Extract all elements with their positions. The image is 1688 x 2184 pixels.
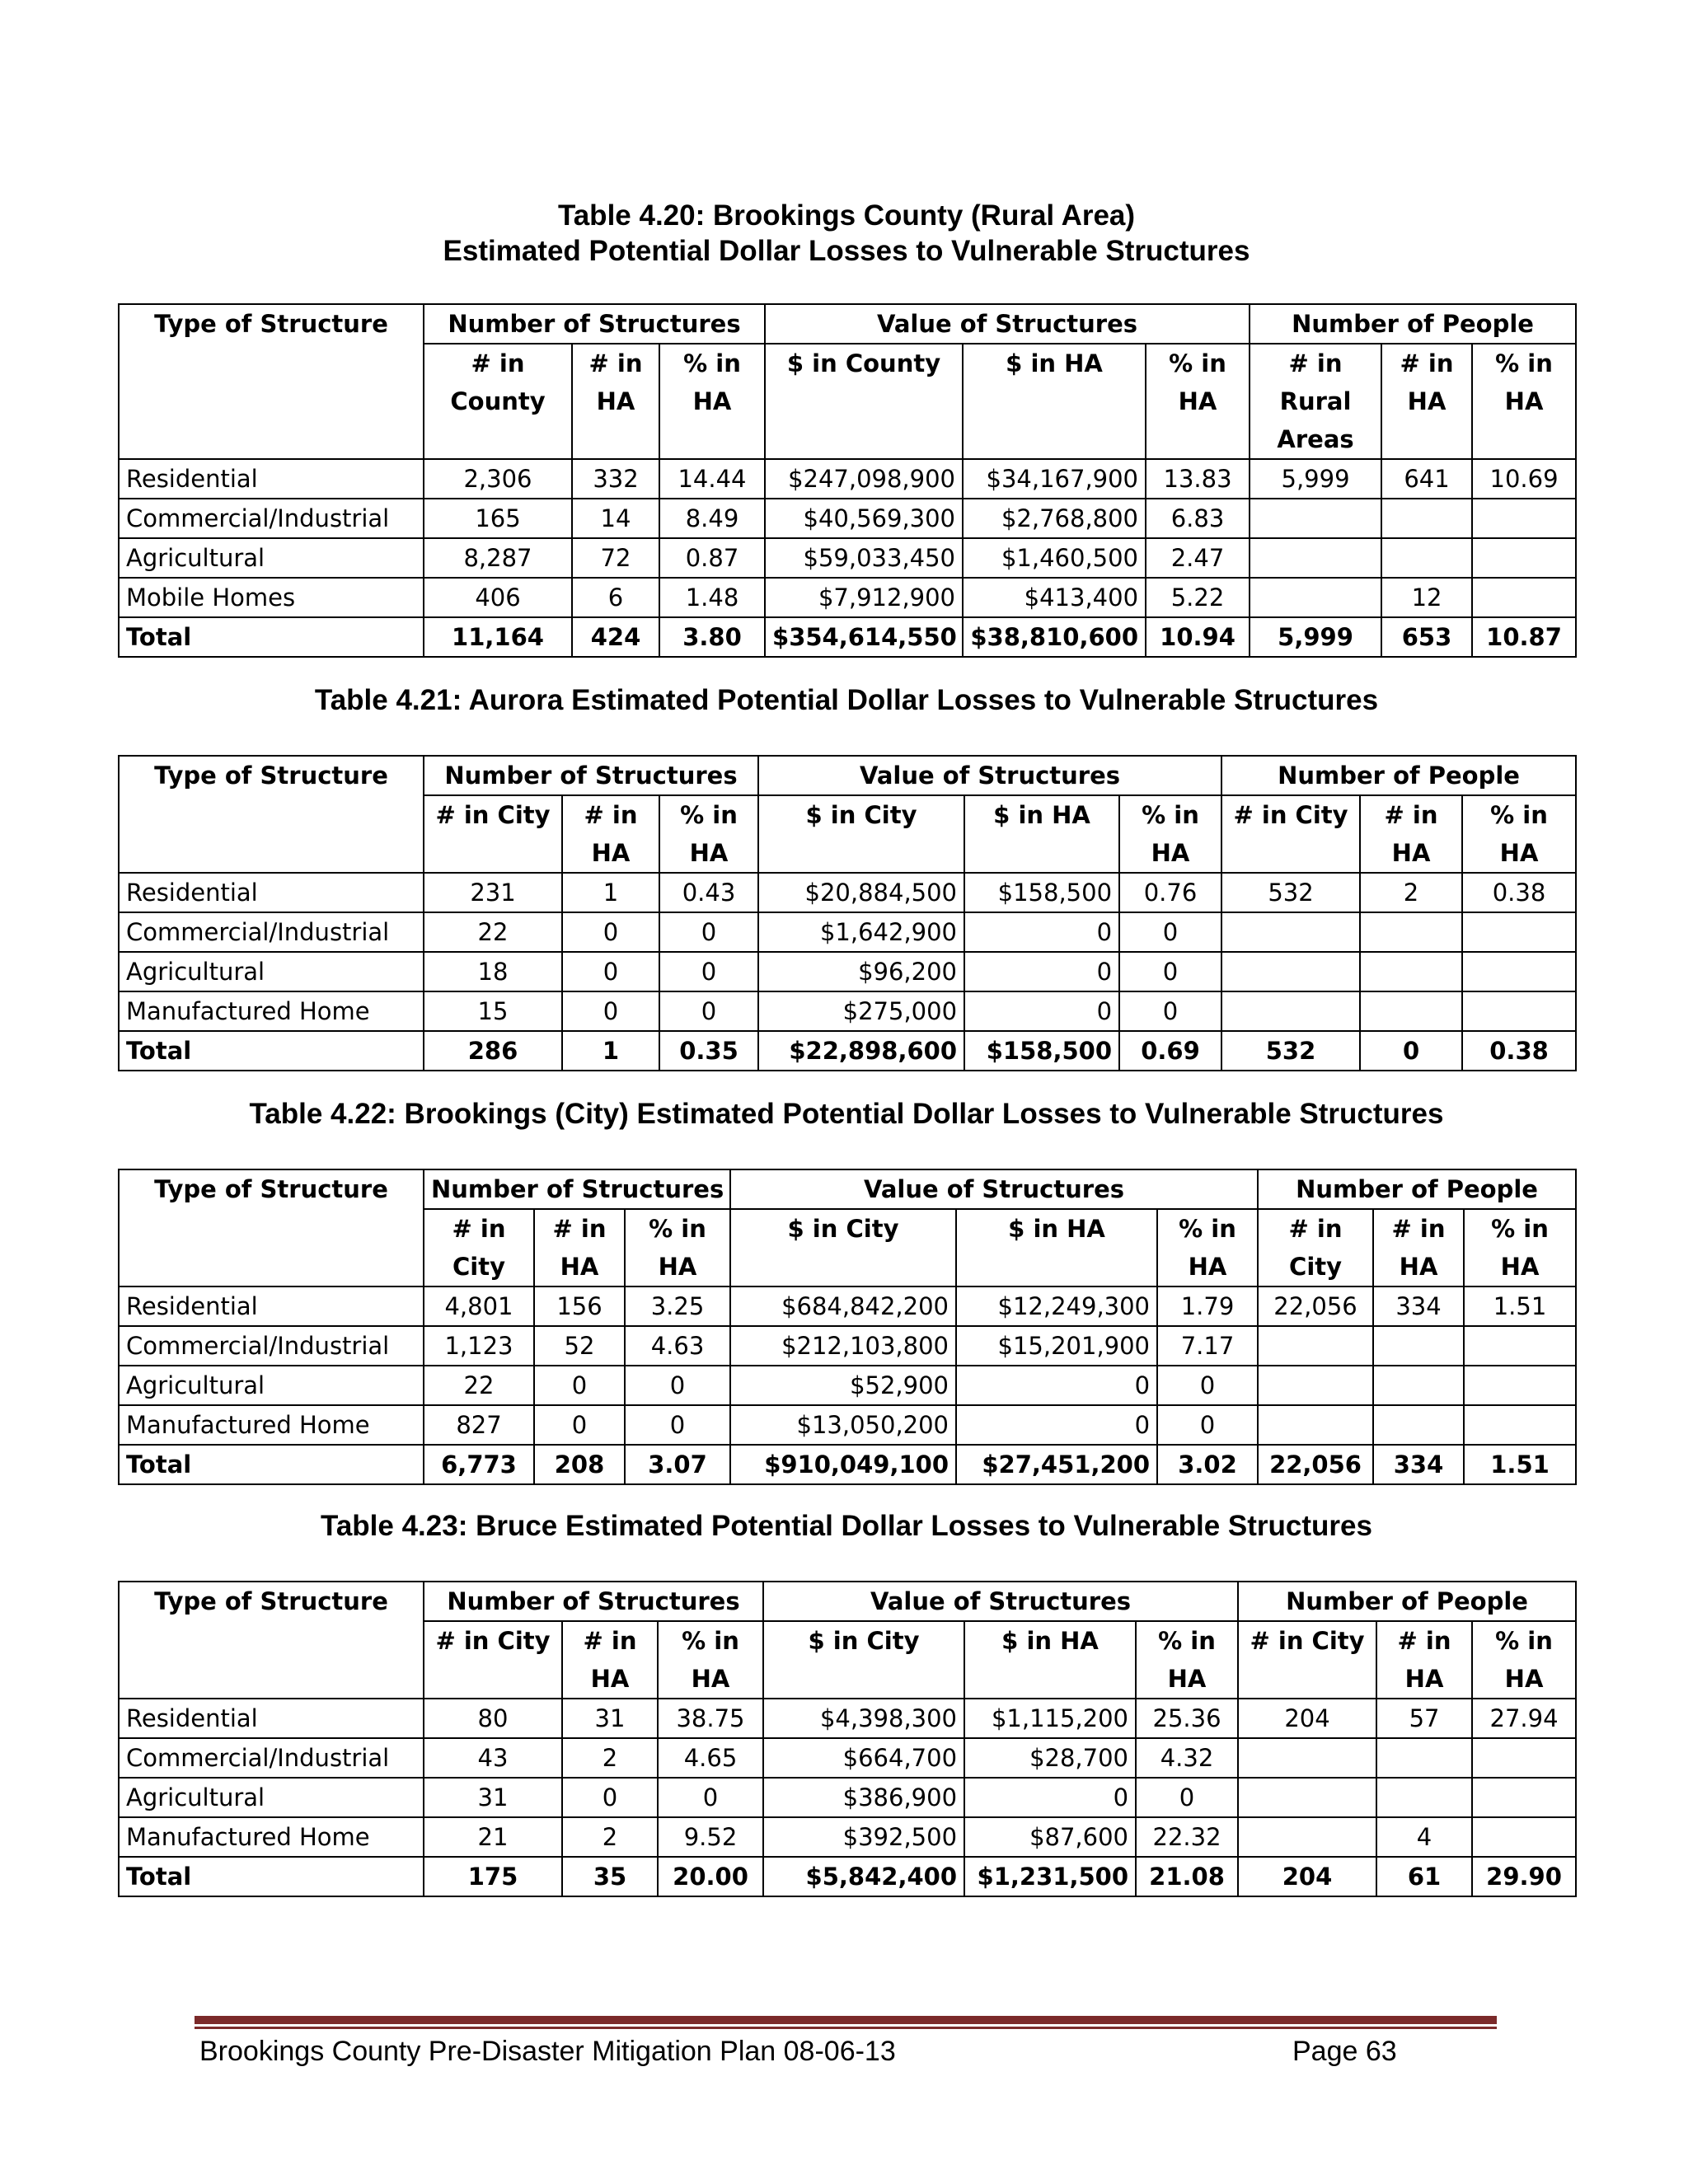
table-cell: 10.69 [1472, 459, 1576, 499]
group-header-value: Value of Structures [765, 304, 1250, 344]
table-cell: 0 [1119, 912, 1221, 952]
table-cell: $413,400 [963, 578, 1146, 617]
table-cell: 0 [659, 912, 758, 952]
column-header: $ in HA [956, 1209, 1157, 1286]
table-cell: 0 [562, 991, 659, 1031]
total-cell: 653 [1381, 617, 1472, 657]
table-cell: 52 [534, 1326, 625, 1366]
table-cell: 2,306 [424, 459, 572, 499]
table-row [119, 873, 1576, 912]
table-row [119, 538, 1576, 578]
table-cell [1462, 952, 1576, 991]
table-cell: 4 [1376, 1817, 1472, 1857]
table-row-total [119, 617, 1576, 657]
table-4-23-block [118, 1508, 1575, 1891]
header-row-groups [119, 304, 1576, 344]
table-cell: 2 [562, 1738, 658, 1778]
table-cell: 0 [1157, 1405, 1258, 1445]
column-header: # in County [424, 344, 572, 459]
table-cell: 0 [964, 952, 1119, 991]
column-header-type: Type of Structure [119, 756, 424, 873]
total-cell: 22,056 [1258, 1445, 1373, 1484]
column-header: % in HA [659, 795, 758, 873]
table-cell: 8.49 [659, 499, 765, 538]
total-cell: $38,810,600 [963, 617, 1146, 657]
table-cell: $1,642,900 [758, 912, 964, 952]
column-header: # in City [1258, 1209, 1373, 1286]
column-header: % in HA [625, 1209, 730, 1286]
group-header-structures: Number of Structures [424, 1582, 763, 1621]
column-header: # in HA [572, 344, 659, 459]
table-row-total [119, 1031, 1576, 1071]
table-cell: $34,167,900 [963, 459, 1146, 499]
table-cell: $664,700 [763, 1738, 964, 1778]
table-cell: 156 [534, 1286, 625, 1326]
total-cell: $1,231,500 [964, 1857, 1136, 1896]
total-cell: 20.00 [658, 1857, 763, 1896]
table-cell: 0 [964, 912, 1119, 952]
footer-rule [195, 2016, 1497, 2024]
table-cell [1360, 912, 1462, 952]
table-cell: 231 [424, 873, 562, 912]
column-header: % in HA [1146, 344, 1250, 459]
total-cell: 10.94 [1146, 617, 1250, 657]
row-label: Manufactured Home [119, 1817, 424, 1857]
column-header-type: Type of Structure [119, 304, 424, 459]
total-cell: 0.35 [659, 1031, 758, 1071]
row-label: Manufactured Home [119, 1405, 424, 1445]
row-label: Manufactured Home [119, 991, 424, 1031]
column-header: $ in City [758, 795, 964, 873]
total-cell: $5,842,400 [763, 1857, 964, 1896]
footer-rule-thin [195, 2027, 1497, 2029]
table-row-total [119, 1445, 1576, 1484]
total-cell: 3.02 [1157, 1445, 1258, 1484]
table-cell [1373, 1366, 1464, 1405]
table-cell: 0 [956, 1366, 1157, 1405]
table-cell: 18 [424, 952, 562, 991]
table-cell: 1.51 [1464, 1286, 1576, 1326]
table-cell: 43 [424, 1738, 562, 1778]
table-cell [1360, 952, 1462, 991]
group-header-people: Number of People [1221, 756, 1576, 795]
table-cell: 22 [424, 912, 562, 952]
table-cell: 0 [534, 1366, 625, 1405]
total-cell: 0.38 [1462, 1031, 1576, 1071]
row-label: Agricultural [119, 538, 424, 578]
column-header: # in City [424, 1621, 562, 1699]
table-cell: 6 [572, 578, 659, 617]
total-cell: 0 [1360, 1031, 1462, 1071]
total-cell: 1 [562, 1031, 659, 1071]
table-cell: $392,500 [763, 1817, 964, 1857]
total-cell: 424 [572, 617, 659, 657]
table-row [119, 1366, 1576, 1405]
column-header: # in HA [1373, 1209, 1464, 1286]
table-cell [1464, 1326, 1576, 1366]
column-header: % in HA [1157, 1209, 1258, 1286]
table-cell: 31 [562, 1699, 658, 1738]
table-cell: 0 [659, 991, 758, 1031]
row-label: Residential [119, 1699, 424, 1738]
table-cell [1472, 538, 1576, 578]
table-cell: 0 [562, 1778, 658, 1817]
table-cell [1464, 1366, 1576, 1405]
table-cell: 0 [1119, 991, 1221, 1031]
column-header: % in HA [658, 1621, 763, 1699]
table-cell [1376, 1778, 1472, 1817]
total-cell: 29.90 [1472, 1857, 1576, 1896]
table-cell: 0 [964, 991, 1119, 1031]
column-header: # in City [424, 1209, 534, 1286]
table-cell: $40,569,300 [765, 499, 963, 538]
total-cell: $27,451,200 [956, 1445, 1157, 1484]
table-cell: 1,123 [424, 1326, 534, 1366]
table-cell: 22.32 [1136, 1817, 1238, 1857]
total-label: Total [119, 617, 424, 657]
table-cell: 27.94 [1472, 1699, 1576, 1738]
column-header: % in HA [1462, 795, 1576, 873]
total-cell: 61 [1376, 1857, 1472, 1896]
table-cell [1238, 1817, 1376, 1857]
table-4-21 [118, 755, 1577, 1071]
table-cell: 4,801 [424, 1286, 534, 1326]
total-cell: 5,999 [1250, 617, 1381, 657]
table-cell [1472, 578, 1576, 617]
table-cell: 72 [572, 538, 659, 578]
table-cell [1381, 499, 1472, 538]
total-label: Total [119, 1857, 424, 1896]
table-cell: 4.65 [658, 1738, 763, 1778]
table-cell: 406 [424, 578, 572, 617]
column-header: % in HA [1472, 344, 1576, 459]
table-cell [1381, 538, 1472, 578]
total-cell: $22,898,600 [758, 1031, 964, 1071]
table-cell: 14 [572, 499, 659, 538]
column-header-type: Type of Structure [119, 1582, 424, 1699]
column-header: $ in HA [964, 1621, 1136, 1699]
table-cell: 9.52 [658, 1817, 763, 1857]
column-header: % in HA [1119, 795, 1221, 873]
table-4-21-block [118, 682, 1575, 1065]
table-cell: $1,115,200 [964, 1699, 1136, 1738]
table-cell [1258, 1405, 1373, 1445]
table-cell [1238, 1738, 1376, 1778]
header-row-groups [119, 1169, 1576, 1209]
row-label: Residential [119, 1286, 424, 1326]
table-cell [1472, 1817, 1576, 1857]
total-cell: 6,773 [424, 1445, 534, 1484]
table-cell: 332 [572, 459, 659, 499]
column-header: $ in HA [963, 344, 1146, 459]
table-cell: 1.48 [659, 578, 765, 617]
table-4-20 [118, 303, 1577, 658]
column-header: # in City [1221, 795, 1360, 873]
column-header: % in HA [1472, 1621, 1576, 1699]
row-label: Residential [119, 873, 424, 912]
table-cell [1472, 1738, 1576, 1778]
table-cell: 0 [659, 952, 758, 991]
group-header-structures: Number of Structures [424, 304, 765, 344]
table-row [119, 912, 1576, 952]
column-header: # in Rural Areas [1250, 344, 1381, 459]
total-cell: 208 [534, 1445, 625, 1484]
table-row [119, 459, 1576, 499]
table-cell: 3.25 [625, 1286, 730, 1326]
column-header: % in HA [659, 344, 765, 459]
table-cell: 31 [424, 1778, 562, 1817]
column-header: # in HA [562, 1621, 658, 1699]
group-header-people: Number of People [1258, 1169, 1576, 1209]
table-cell: 6.83 [1146, 499, 1250, 538]
table-cell: 0 [1136, 1778, 1238, 1817]
table-cell: $20,884,500 [758, 873, 964, 912]
table-row [119, 499, 1576, 538]
table-cell: 15 [424, 991, 562, 1031]
table-cell: 5.22 [1146, 578, 1250, 617]
table-4-22-block [118, 1096, 1575, 1479]
table-cell: 165 [424, 499, 572, 538]
table-cell: $684,842,200 [730, 1286, 956, 1326]
table-cell: 0 [956, 1405, 1157, 1445]
table-row [119, 1699, 1576, 1738]
table-4-23 [118, 1581, 1577, 1897]
total-cell: 175 [424, 1857, 562, 1896]
table-cell: 4.63 [625, 1326, 730, 1366]
row-label: Commercial/Industrial [119, 912, 424, 952]
table-cell [1462, 991, 1576, 1031]
column-header: # in HA [1360, 795, 1462, 873]
table-cell: 4.32 [1136, 1738, 1238, 1778]
total-cell: 21.08 [1136, 1857, 1238, 1896]
table-cell: 13.83 [1146, 459, 1250, 499]
group-header-structures: Number of Structures [424, 756, 758, 795]
table-cell [1221, 912, 1360, 952]
table-cell: 38.75 [658, 1699, 763, 1738]
total-label: Total [119, 1445, 424, 1484]
header-row-groups [119, 1582, 1576, 1621]
table-cell [1250, 499, 1381, 538]
table-cell: 0 [562, 952, 659, 991]
table-cell: 0.76 [1119, 873, 1221, 912]
table-cell: $87,600 [964, 1817, 1136, 1857]
row-label: Residential [119, 459, 424, 499]
table-cell: $1,460,500 [963, 538, 1146, 578]
row-label: Mobile Homes [119, 578, 424, 617]
table-cell: $247,098,900 [765, 459, 963, 499]
table-cell [1472, 1778, 1576, 1817]
table-cell: $96,200 [758, 952, 964, 991]
total-cell: 1.51 [1464, 1445, 1576, 1484]
table-title: Table 4.22: Brookings (City) Estimated Potential Dollar Losses to Vulnerable Structures [249, 1098, 1444, 1130]
table-cell: 532 [1221, 873, 1360, 912]
column-header: # in HA [1381, 344, 1472, 459]
table-cell: 0 [964, 1778, 1136, 1817]
table-row [119, 1778, 1576, 1817]
table-cell: 334 [1373, 1286, 1464, 1326]
table-cell: 22 [424, 1366, 534, 1405]
table-cell: 0 [625, 1366, 730, 1405]
column-header: # in City [424, 795, 562, 873]
table-title: Table 4.20: Brookings County (Rural Area) Estimated Potential Dollar Losses to Vulnerable Structures [443, 199, 1250, 267]
table-cell: $386,900 [763, 1778, 964, 1817]
table-cell: 0 [534, 1405, 625, 1445]
table-cell: 25.36 [1136, 1699, 1238, 1738]
table-title: Table 4.23: Bruce Estimated Potential Dollar Losses to Vulnerable Structures [321, 1510, 1372, 1542]
table-row [119, 1405, 1576, 1445]
column-header: $ in City [730, 1209, 956, 1286]
table-cell: 14.44 [659, 459, 765, 499]
footer-page-number: Page 63 [1292, 2036, 1397, 2067]
table-cell [1373, 1405, 1464, 1445]
table-cell: 5,999 [1250, 459, 1381, 499]
row-label: Commercial/Industrial [119, 1326, 424, 1366]
table-row [119, 952, 1576, 991]
table-cell: 0.38 [1462, 873, 1576, 912]
total-cell: 204 [1238, 1857, 1376, 1896]
table-cell: $52,900 [730, 1366, 956, 1405]
table-cell: $12,249,300 [956, 1286, 1157, 1326]
table-cell: $158,500 [964, 873, 1119, 912]
table-cell: 0 [1119, 952, 1221, 991]
total-cell: 532 [1221, 1031, 1360, 1071]
column-header: # in HA [562, 795, 659, 873]
column-header: # in HA [1376, 1621, 1472, 1699]
table-cell [1221, 991, 1360, 1031]
total-cell: $354,614,550 [765, 617, 963, 657]
row-label: Commercial/Industrial [119, 1738, 424, 1778]
total-cell: 3.07 [625, 1445, 730, 1484]
table-cell [1258, 1366, 1373, 1405]
table-cell: 0 [658, 1778, 763, 1817]
table-cell [1376, 1738, 1472, 1778]
total-cell: 334 [1373, 1445, 1464, 1484]
table-cell [1258, 1326, 1373, 1366]
total-cell: $158,500 [964, 1031, 1119, 1071]
table-row [119, 1817, 1576, 1857]
footer-document-title: Brookings County Pre-Disaster Mitigation Plan 08-06-13 [199, 2036, 896, 2067]
table-row [119, 991, 1576, 1031]
total-cell: 3.80 [659, 617, 765, 657]
group-header-people: Number of People [1238, 1582, 1576, 1621]
total-cell: 286 [424, 1031, 562, 1071]
column-header: # in HA [534, 1209, 625, 1286]
table-row-total [119, 1857, 1576, 1896]
table-cell: 0.43 [659, 873, 758, 912]
group-header-value: Value of Structures [758, 756, 1221, 795]
group-header-value: Value of Structures [730, 1169, 1258, 1209]
group-header-structures: Number of Structures [424, 1169, 730, 1209]
table-cell: 0 [625, 1405, 730, 1445]
row-label: Commercial/Industrial [119, 499, 424, 538]
table-cell: 7.17 [1157, 1326, 1258, 1366]
table-cell: $212,103,800 [730, 1326, 956, 1366]
header-row-groups [119, 756, 1576, 795]
table-cell [1250, 538, 1381, 578]
total-cell: $910,049,100 [730, 1445, 956, 1484]
table-row [119, 1326, 1576, 1366]
table-cell: $275,000 [758, 991, 964, 1031]
table-cell: $4,398,300 [763, 1699, 964, 1738]
column-header: $ in City [763, 1621, 964, 1699]
table-cell [1360, 991, 1462, 1031]
table-cell [1464, 1405, 1576, 1445]
table-cell: 2 [1360, 873, 1462, 912]
table-cell: $28,700 [964, 1738, 1136, 1778]
table-cell: 0 [562, 912, 659, 952]
total-label: Total [119, 1031, 424, 1071]
table-cell: 204 [1238, 1699, 1376, 1738]
table-cell: 1 [562, 873, 659, 912]
column-header: $ in County [765, 344, 963, 459]
table-cell [1472, 499, 1576, 538]
table-row [119, 578, 1576, 617]
column-header: % in HA [1464, 1209, 1576, 1286]
table-cell: 80 [424, 1699, 562, 1738]
total-cell: 35 [562, 1857, 658, 1896]
table-4-20-block [118, 198, 1575, 651]
total-cell: 10.87 [1472, 617, 1576, 657]
table-cell [1250, 578, 1381, 617]
table-cell: 2 [562, 1817, 658, 1857]
table-cell [1462, 912, 1576, 952]
column-header: $ in HA [964, 795, 1119, 873]
table-4-22 [118, 1169, 1577, 1485]
table-cell: 2.47 [1146, 538, 1250, 578]
table-cell: $59,033,450 [765, 538, 963, 578]
table-cell: 827 [424, 1405, 534, 1445]
table-cell: $2,768,800 [963, 499, 1146, 538]
table-cell: 8,287 [424, 538, 572, 578]
table-cell [1221, 952, 1360, 991]
table-cell: 0.87 [659, 538, 765, 578]
table-cell: $13,050,200 [730, 1405, 956, 1445]
total-cell: 11,164 [424, 617, 572, 657]
total-cell: 0.69 [1119, 1031, 1221, 1071]
table-cell [1238, 1778, 1376, 1817]
table-cell: 12 [1381, 578, 1472, 617]
table-cell: 22,056 [1258, 1286, 1373, 1326]
row-label: Agricultural [119, 1366, 424, 1405]
group-header-value: Value of Structures [763, 1582, 1238, 1621]
table-cell: 1.79 [1157, 1286, 1258, 1326]
table-cell: 57 [1376, 1699, 1472, 1738]
table-cell: 641 [1381, 459, 1472, 499]
table-title: Table 4.21: Aurora Estimated Potential Dollar Losses to Vulnerable Structures [314, 684, 1379, 716]
row-label: Agricultural [119, 952, 424, 991]
table-cell [1373, 1326, 1464, 1366]
table-row [119, 1286, 1576, 1326]
table-cell: 0 [1157, 1366, 1258, 1405]
table-cell: $15,201,900 [956, 1326, 1157, 1366]
group-header-people: Number of People [1250, 304, 1576, 344]
table-cell: 21 [424, 1817, 562, 1857]
table-row [119, 1738, 1576, 1778]
column-header: % in HA [1136, 1621, 1238, 1699]
row-label: Agricultural [119, 1778, 424, 1817]
table-cell: $7,912,900 [765, 578, 963, 617]
column-header-type: Type of Structure [119, 1169, 424, 1286]
column-header: # in City [1238, 1621, 1376, 1699]
